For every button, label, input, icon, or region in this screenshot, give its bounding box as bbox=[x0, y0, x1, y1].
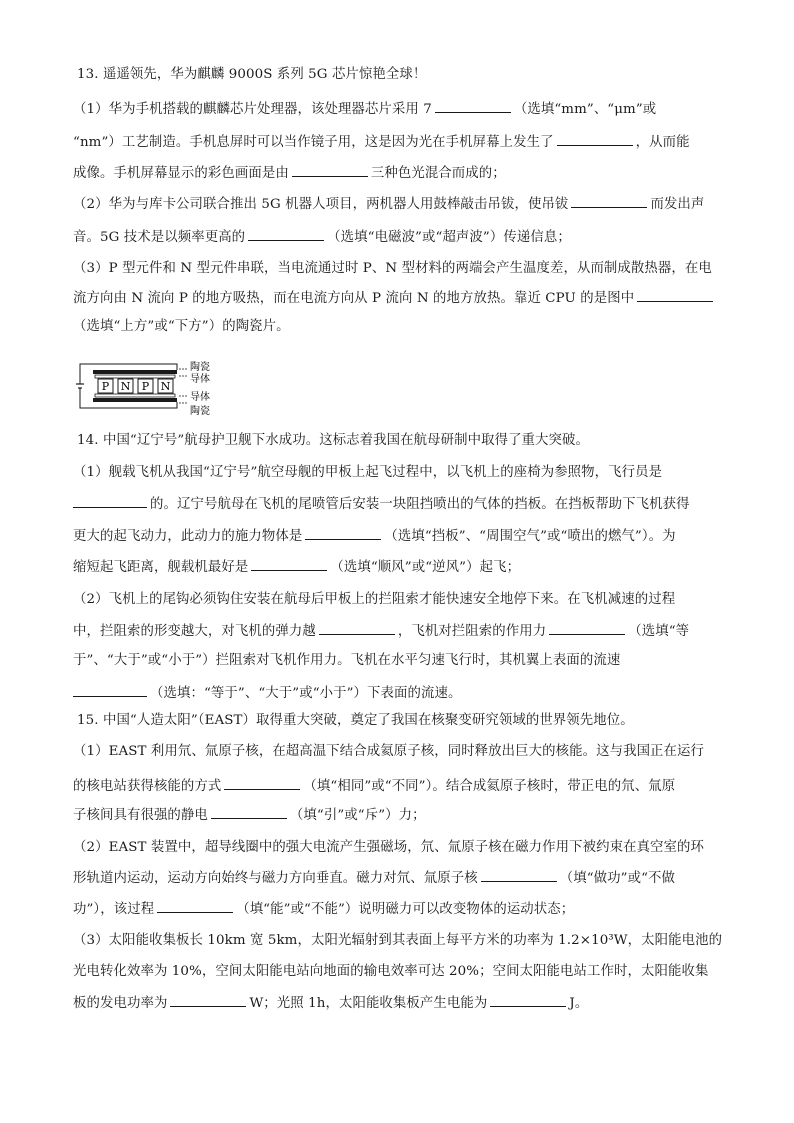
q15-p1-line3 bbox=[73, 805, 733, 825]
q13-p2-line1 bbox=[73, 194, 733, 214]
q13-p1-line2 bbox=[73, 132, 733, 152]
q14-p2-line2 bbox=[73, 621, 733, 641]
answer-blank[interactable] bbox=[435, 99, 511, 113]
text: （选填“挡板”、“周围空气”或“喷出的燃气”）。为 bbox=[384, 529, 676, 544]
thermoelectric-figure bbox=[73, 356, 223, 420]
text: 缩短起飞距离，舰载机最好是 bbox=[73, 560, 249, 575]
text: （选填：“等于”、“大于”或“小于”）下表面的流速。 bbox=[150, 686, 462, 701]
q14-p1-line3 bbox=[73, 526, 733, 546]
label-conductor-top: 导体 bbox=[190, 374, 210, 385]
q15-p3-line2: 光电转化效率为 10%，空间太阳能电站向地面的输电效率可达 20%；空间太阳能电站工作时，太阳能收集 bbox=[73, 964, 709, 979]
text: 更大的起飞动力，此动力的施力物体是 bbox=[73, 529, 303, 544]
ceramic-top bbox=[93, 370, 177, 374]
q13-p3-line2 bbox=[73, 288, 733, 308]
answer-blank[interactable] bbox=[292, 163, 368, 177]
answer-blank[interactable] bbox=[571, 194, 647, 208]
answer-blank[interactable] bbox=[557, 132, 633, 146]
text: （填“引”或“斥”）力； bbox=[289, 808, 426, 823]
conductor-top bbox=[95, 375, 175, 378]
text: （填“做功”或“不做 bbox=[559, 871, 675, 886]
answer-blank[interactable] bbox=[73, 683, 147, 697]
text: ，飞机对拦阻索的作用力 bbox=[397, 624, 547, 639]
text: “nm”）工艺制造。手机息屏时可以当作镜子用，这是因为光在手机屏幕上发生了 bbox=[73, 135, 554, 150]
text: W；光照 1h，太阳能收集板产生电能为 bbox=[249, 996, 488, 1011]
text: 音。5G 技术是以频率更高的 bbox=[73, 230, 246, 245]
text: 的。辽宁号航母在飞机的尾喷管后安装一块阻挡喷出的气体的挡板。在挡板帮助下飞机获得 bbox=[150, 497, 690, 512]
q13-p1-line3 bbox=[73, 163, 733, 183]
q14-p1-line2 bbox=[73, 494, 733, 514]
answer-blank[interactable] bbox=[549, 621, 625, 635]
q15-p1-line1: （1）EAST 利用氘、氚原子核，在超高温下结合成氦原子核，同时释放出巨大的核能。这与我国正在运行 bbox=[73, 744, 705, 759]
q15-p2-line1: （2）EAST 装置中，超导线圈中的强大电流产生强磁场，氘、氚原子核在磁力作用下被约束在真空室的环 bbox=[73, 840, 705, 855]
text: 子核间具有很强的静电 bbox=[73, 808, 208, 823]
answer-blank[interactable] bbox=[211, 805, 287, 819]
q15-p1-line2 bbox=[73, 776, 733, 796]
q14-p1-line4 bbox=[73, 557, 733, 577]
text: （选填“等 bbox=[628, 624, 690, 639]
q13-p2-line2 bbox=[73, 227, 733, 247]
answer-blank[interactable] bbox=[224, 776, 300, 790]
text: J。 bbox=[569, 996, 589, 1011]
q13-p3-line1: （3）P 型元件和 N 型元件串联，当电流通过时 P、N 型材料的两端会产生温度差，从而制成散热器，在电 bbox=[73, 261, 712, 276]
answer-blank[interactable] bbox=[157, 899, 233, 913]
text: （填“相同”或“不同”）。结合成氦原子核时，带正电的氘、氚原 bbox=[303, 779, 676, 794]
text: （填“能”或“不能”）说明磁力可以改变物体的运动状态； bbox=[236, 902, 575, 917]
answer-blank[interactable] bbox=[481, 868, 557, 882]
text: 形轨道内运动，运动方向始终与磁力方向垂直。磁力对氘、氚原子核 bbox=[73, 871, 478, 886]
q14-p2-line1: （2）飞机上的尾钩必须钩住安装在航母后甲板上的拦阻索才能快速安全地停下来。在飞机减速的过程 bbox=[73, 592, 676, 607]
answer-blank[interactable] bbox=[319, 621, 395, 635]
text: （选填“顺风”或“逆风”）起飞； bbox=[330, 560, 521, 575]
q15-p3-line1: （3）太阳能收集板长 10km 宽 5km，太阳光辐射到其表面上每平方米的功率为 1.2×10³W，太阳能电池的 bbox=[73, 933, 723, 948]
cell-label: N bbox=[160, 380, 171, 393]
text: 三种色光混合而成的； bbox=[370, 166, 506, 181]
text: 功”），该过程 bbox=[73, 902, 155, 917]
text: （选填“电磁波”或“超声波”）传递信息； bbox=[327, 230, 571, 245]
text: （2）华为与库卡公司联合推出 5G 机器人项目，两机器人用鼓棒敲击吊钹，使吊钹 bbox=[73, 197, 569, 212]
text: 的核电站获得核能的方式 bbox=[73, 779, 222, 794]
q15-p2-line2 bbox=[73, 868, 733, 888]
answer-blank[interactable] bbox=[251, 557, 327, 571]
q15-p3-line3 bbox=[73, 993, 733, 1013]
cell-label: N bbox=[120, 380, 131, 393]
label-conductor-bottom: 导体 bbox=[190, 392, 210, 403]
q15-p2-line3 bbox=[73, 899, 733, 919]
answer-blank[interactable] bbox=[490, 993, 566, 1007]
label-ceramic-bottom: 陶瓷 bbox=[190, 406, 210, 417]
label-ceramic-top: 陶瓷 bbox=[190, 362, 210, 373]
text: 流方向由 N 流向 P 的地方吸热，而在电流方向从 P 流向 N 的地方放热。靠近 CPU 的是图中 bbox=[73, 291, 635, 306]
text: 中，拦阻索的形变越大，对飞机的弹力越 bbox=[73, 624, 316, 639]
answer-blank[interactable] bbox=[305, 526, 381, 540]
answer-blank[interactable] bbox=[170, 993, 246, 1007]
q13-p3-line3: （选填“上方”或“下方”）的陶瓷片。 bbox=[73, 319, 290, 334]
cell-label: P bbox=[141, 380, 150, 393]
q15-title: 15. 中国“人造太阳”（EAST）取得重大突破，奠定了我国在核聚变研究领域的世界领先地位。 bbox=[77, 713, 634, 728]
answer-blank[interactable] bbox=[248, 227, 324, 241]
answer-blank[interactable] bbox=[73, 494, 147, 508]
text: ，从而能 bbox=[635, 135, 690, 150]
q13-title: 13. 遥遥领先，华为麒麟 9000S 系列 5G 芯片惊艳全球！ bbox=[77, 67, 427, 82]
cell-label: P bbox=[101, 380, 110, 393]
text: （选填“mm”、“μm”或 bbox=[513, 102, 657, 117]
q14-p2-line4 bbox=[73, 683, 733, 703]
q14-p2-line3: 于”、“大于”或“小于”）拦阻索对飞机作用力。飞机在水平匀速飞行时，其机翼上表面的流速 bbox=[73, 653, 621, 668]
ceramic-bottom bbox=[93, 398, 177, 402]
q14-title: 14. 中国“辽宁号”航母护卫舰下水成功。这标志着我国在航母研制中取得了重大突破。 bbox=[77, 433, 590, 448]
answer-blank[interactable] bbox=[637, 288, 713, 302]
text: 板的发电功率为 bbox=[73, 996, 168, 1011]
text: 成像。手机屏幕显示的彩色画面是由 bbox=[73, 166, 289, 181]
q14-p1-line1: （1）舰载飞机从我国“辽宁号”航空母舰的甲板上起飞过程中，以飞机上的座椅为参照物，飞行员是 bbox=[73, 465, 663, 480]
conductor-bottom bbox=[95, 394, 175, 397]
text: （1）华为手机搭载的麒麟芯片处理器，该处理器芯片采用 7 bbox=[73, 102, 432, 117]
q13-p1-line1 bbox=[73, 99, 733, 119]
text: 而发出声 bbox=[650, 197, 705, 212]
